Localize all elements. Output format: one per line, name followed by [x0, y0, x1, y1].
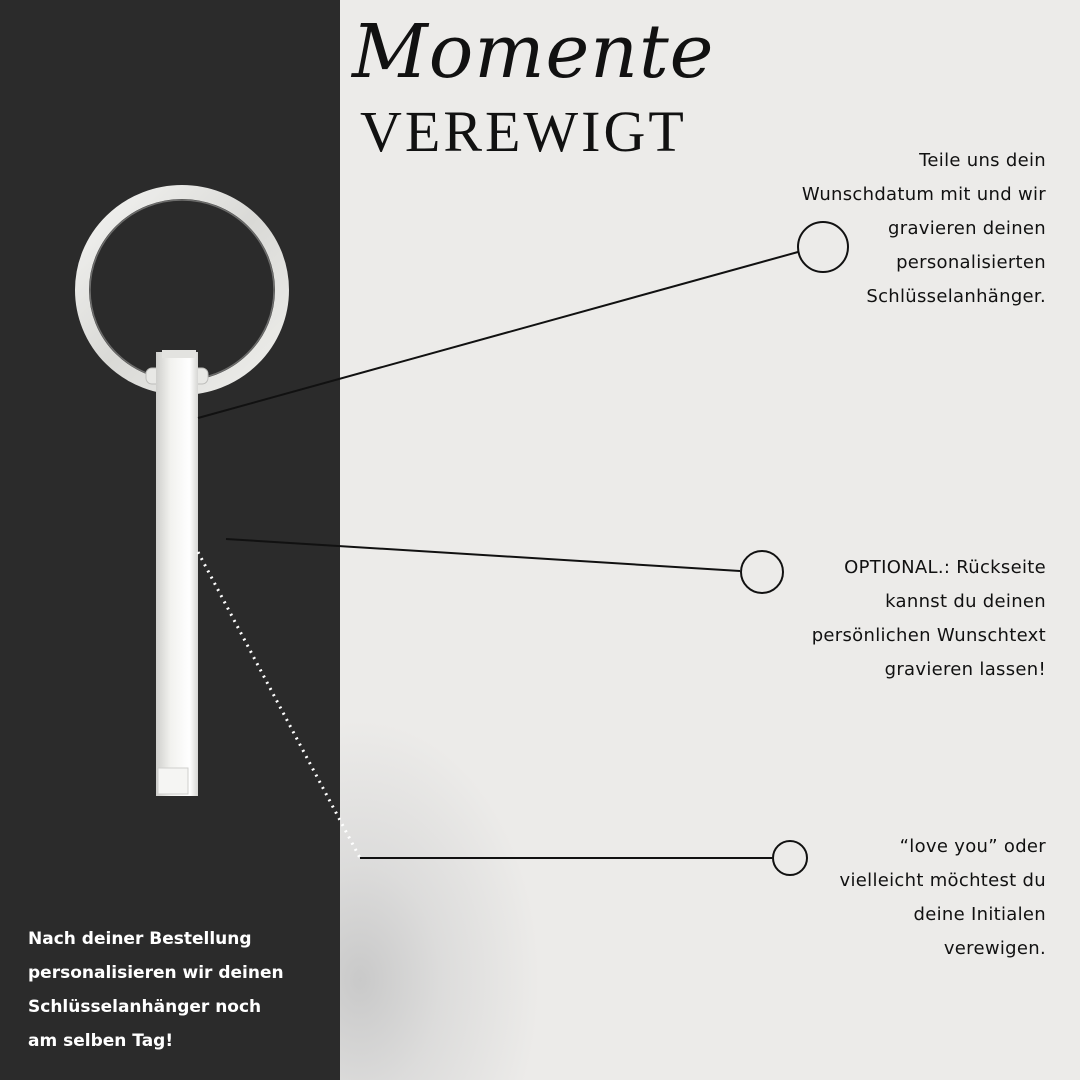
bar-pendant-bottom [158, 768, 188, 794]
callout-back-line: persönlichen Wunschtext [811, 625, 1046, 646]
note-line: Schlüsselanhänger noch [28, 997, 262, 1017]
bar-pendant [156, 352, 198, 796]
callout-back-line: OPTIONAL.: Rückseite [844, 557, 1046, 578]
callout-back-line: kannst du deinen [885, 591, 1046, 612]
callout-initials-line: deine Initialen [913, 904, 1046, 925]
callout-initials-line: verewigen. [943, 938, 1046, 959]
callout-back-line: gravieren lassen! [884, 659, 1046, 680]
callout-text-date [700, 144, 1046, 314]
title-caps: VEREWIGT [360, 99, 687, 164]
note-line: Nach deiner Bestellung [28, 929, 252, 949]
callout-initials-line: vielleicht möchtest du [839, 870, 1046, 891]
callout-text-back [760, 551, 1046, 687]
callout-dotted-connector [198, 552, 360, 858]
callout-text-initials [790, 830, 1046, 966]
callout-date-line: Wunschdatum mit und wir [801, 184, 1046, 205]
callout-date-line: personalisierten [896, 252, 1046, 273]
note-line: am selben Tag! [28, 1031, 174, 1051]
callout-date-line: Teile uns dein [919, 150, 1046, 171]
callout-line-back [226, 539, 740, 571]
callout-date-line: gravieren deinen [888, 218, 1046, 239]
callout-initials-line: “love you” oder [899, 836, 1046, 857]
callout-date-line: Schlüsselanhänger. [866, 286, 1046, 307]
same-day-note [28, 922, 328, 1058]
note-line: personalisieren wir deinen [28, 963, 284, 983]
bar-pendant-top [162, 350, 196, 358]
title-script: Momente [352, 9, 715, 95]
